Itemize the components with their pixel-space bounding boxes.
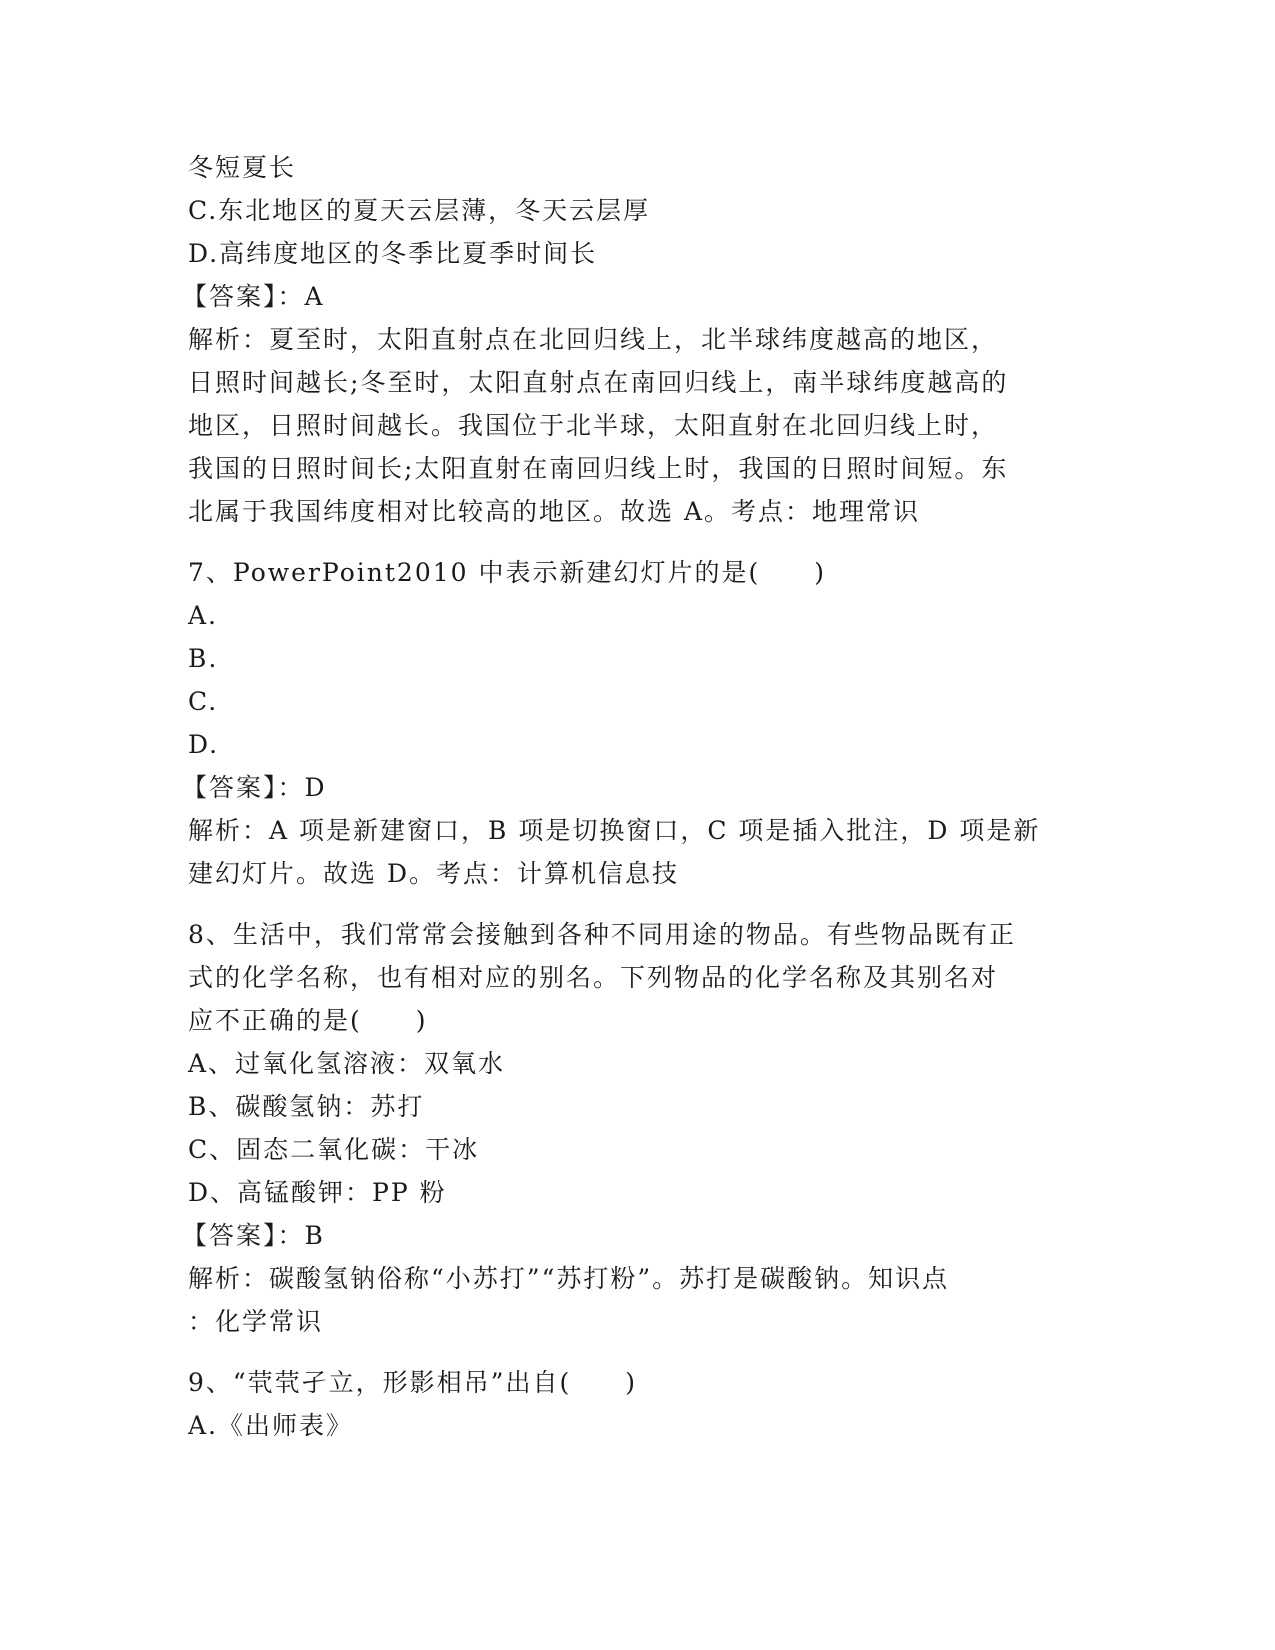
question-7-option-a: A. [188,601,219,630]
question-9-text: 9、“茕茕孑立，形影相吊”出自( ) [188,1368,637,1397]
question-6-option-d: D.高纬度地区的冬季比夏季时间长 [188,239,598,268]
question-6-continuation: 冬短夏长 [188,153,297,182]
question-7-option-d: D. [188,730,220,759]
question-7-option-c: C. [188,687,219,716]
question-8-text-line: 8、生活中，我们常常会接触到各种不同用途的物品。有些物品既有正 [188,920,1016,949]
question-6-answer: 【答案】：A [182,282,325,311]
question-6-explanation-line: 日照时间越长;冬至时，太阳直射点在南回归线上，南半球纬度越高的 [188,368,1009,397]
question-8-answer: 【答案】：B [182,1221,325,1250]
question-6-explanation-line: 我国的日照时间长;太阳直射在南回归线上时，我国的日照时间短。东 [188,454,1009,483]
question-6-tail [182,146,1088,533]
question-8-text-line: 式的化学名称，也有相对应的别名。下列物品的化学名称及其别名对 [188,963,999,992]
exam-content [182,146,1088,1447]
question-6-explanation-line: 地区，日照时间越长。我国位于北半球，太阳直射在北回归线上时， [188,411,999,440]
question-8-explanation-line: 解析：碳酸氢钠俗称“小苏打”“苏打粉”。苏打是碳酸钠。知识点 [188,1264,950,1293]
section-gap [188,895,1088,913]
question-7-answer: 【答案】：D [182,773,327,802]
question-6-explanation-line: 解析：夏至时，太阳直射点在北回归线上，北半球纬度越高的地区， [188,325,999,354]
question-7-text: 7、PowerPoint2010 中表示新建幻灯片的是( ) [188,558,826,587]
question-9 [188,1361,1088,1447]
section-gap [188,533,1088,551]
question-8 [182,913,1088,1343]
question-6-option-c: C.东北地区的夏天云层薄，冬天云层厚 [188,196,651,225]
question-8-option-c: C、固态二氧化碳：干冰 [188,1135,480,1164]
question-7-explanation-line: 建幻灯片。故选 D。考点：计算机信息技 [188,859,679,888]
question-9-option-a: A.《出师表》 [188,1411,354,1440]
question-6-explanation-line: 北属于我国纬度相对比较高的地区。故选 A。考点：地理常识 [188,497,921,526]
question-8-option-a: A、过氧化氢溶液：双氧水 [188,1049,506,1078]
question-8-option-d: D、高锰酸钾：PP 粉 [188,1178,447,1207]
question-8-explanation-line: ：化学常识 [188,1307,324,1336]
question-7-option-b: B. [188,644,219,673]
section-gap [188,1343,1088,1361]
question-8-option-b: B、碳酸氢钠：苏打 [188,1092,425,1121]
question-8-text-line: 应不正确的是( ) [188,1006,428,1035]
question-7-explanation-line: 解析：A 项是新建窗口，B 项是切换窗口，C 项是插入批注，D 项是新 [188,816,1041,845]
question-7 [182,551,1088,895]
